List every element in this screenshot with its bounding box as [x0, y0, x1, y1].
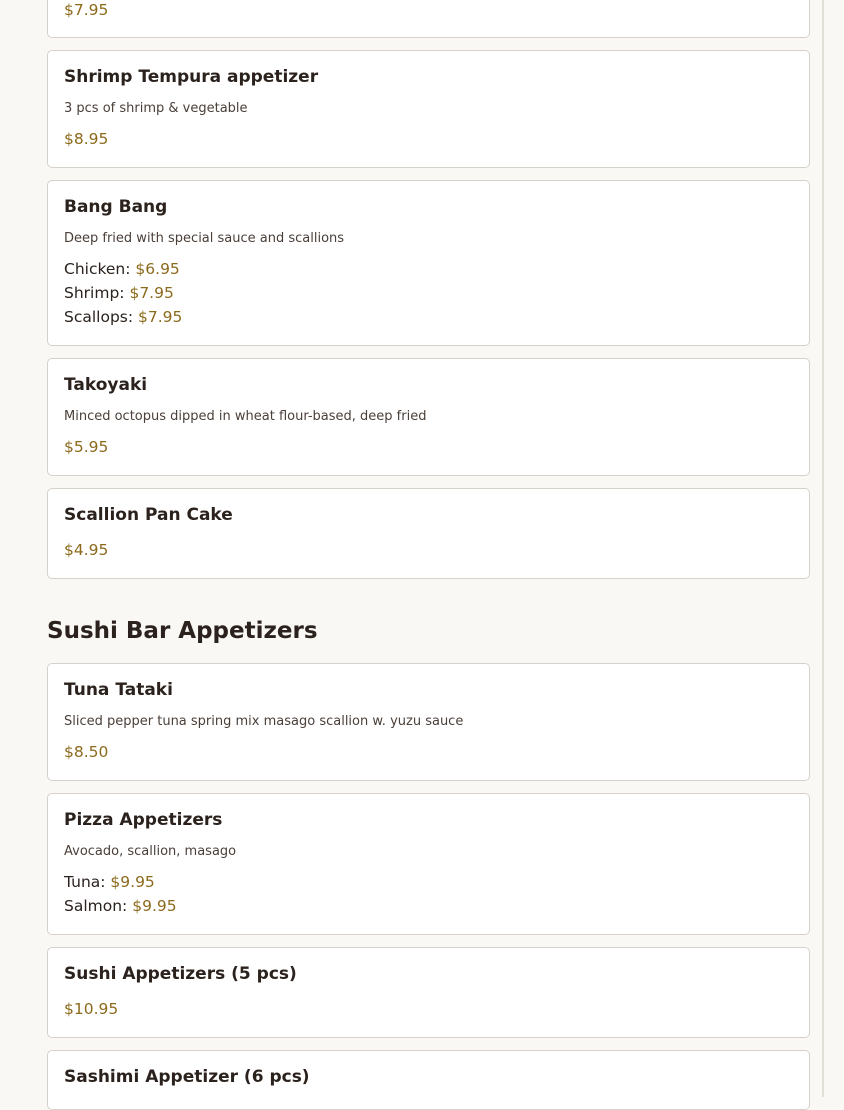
- option-price: $9.95: [132, 897, 177, 915]
- item-name: Scallion Pan Cake: [64, 505, 233, 525]
- section-heading: Sushi Bar Appetizers: [47, 618, 318, 644]
- item-description: Deep fried with special sauce and scallions: [64, 231, 345, 246]
- item-description: Minced octopus dipped in wheat flour-based, deep fried: [64, 409, 427, 424]
- menu-item-card[interactable]: [47, 663, 810, 781]
- option-price: $7.95: [129, 284, 174, 302]
- item-name: Sushi Appetizers (5 pcs): [64, 964, 297, 984]
- item-description: Avocado, scallion, masago: [64, 844, 237, 859]
- item-description: Sliced pepper tuna spring mix masago scallion w. yuzu sauce: [64, 714, 464, 729]
- price-option: [64, 284, 174, 302]
- item-price: $10.95: [64, 1000, 119, 1018]
- menu-item-card[interactable]: [47, 358, 810, 476]
- item-price: $8.95: [64, 130, 109, 148]
- option-price: $9.95: [110, 873, 155, 891]
- item-description: 3 pcs of shrimp & vegetable: [64, 101, 248, 116]
- option-label: Chicken:: [64, 260, 131, 278]
- menu-item-card[interactable]: [47, 180, 810, 346]
- item-name: Tuna Tataki: [64, 680, 173, 700]
- item-name: Sashimi Appetizer (6 pcs): [64, 1067, 310, 1087]
- option-price: $6.95: [135, 260, 180, 278]
- option-label: Tuna:: [64, 873, 106, 891]
- menu-item-card[interactable]: [47, 1050, 810, 1110]
- scroll-divider: [822, 0, 824, 1097]
- price-option: [64, 897, 177, 915]
- item-price: $5.95: [64, 438, 109, 456]
- option-price: $7.95: [138, 308, 183, 326]
- option-label: Shrimp:: [64, 284, 125, 302]
- item-name: Pizza Appetizers: [64, 810, 223, 830]
- menu-item-card[interactable]: [47, 488, 810, 579]
- item-name: Bang Bang: [64, 197, 168, 217]
- item-name: Shrimp Tempura appetizer: [64, 67, 319, 87]
- option-label: Salmon:: [64, 897, 128, 915]
- menu-item-card[interactable]: [47, 947, 810, 1038]
- item-price: $8.50: [64, 743, 109, 761]
- menu-item-card[interactable]: [47, 793, 810, 935]
- item-name: Takoyaki: [64, 375, 148, 395]
- option-label: Scallops:: [64, 308, 134, 326]
- item-price: $7.95: [64, 1, 109, 19]
- price-option: [64, 308, 182, 326]
- menu-item-card[interactable]: [47, 50, 810, 168]
- price-option: [64, 260, 180, 278]
- item-price: $4.95: [64, 541, 109, 559]
- menu-item-card[interactable]: [47, 0, 810, 38]
- price-option: [64, 873, 155, 891]
